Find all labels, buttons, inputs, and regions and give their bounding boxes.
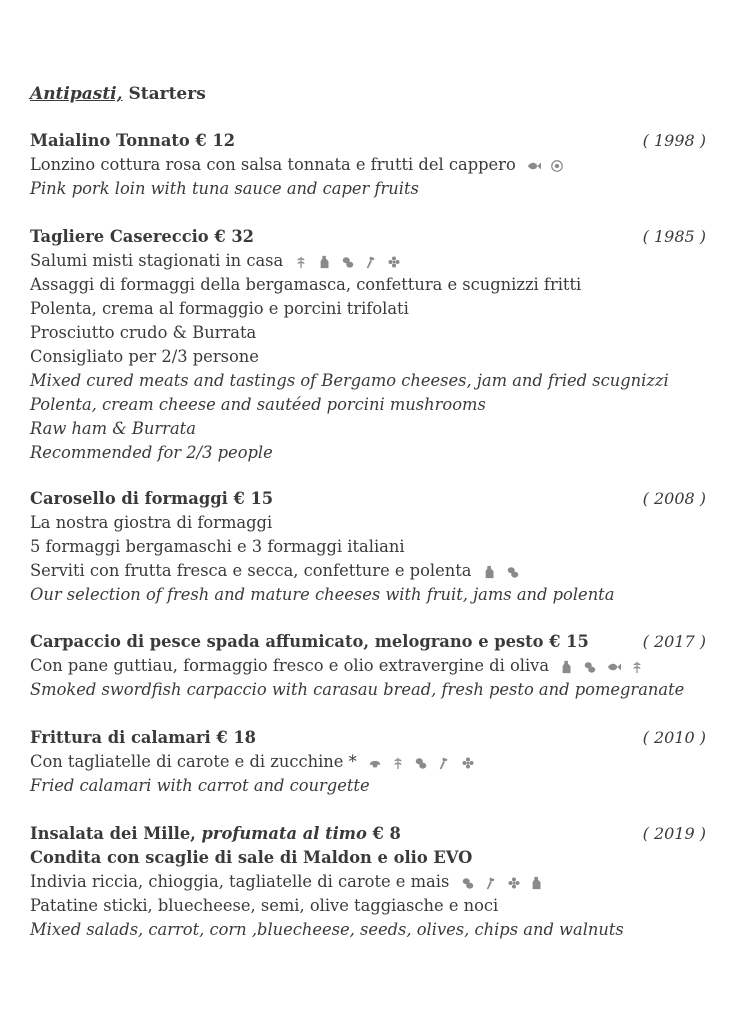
item-description-it: Indivia riccia, chioggia, tagliatelle di carote e mais xyxy=(30,872,450,891)
allergen-icons xyxy=(366,751,477,775)
celery-icon xyxy=(437,756,451,770)
menu-item-tagliere-casereccio xyxy=(30,225,706,465)
item-name: Frittura di calamari € 18 xyxy=(30,728,257,747)
item-description-en: Mixed salads, carrot, corn ,bluecheese, seeds, olives, chips and walnuts xyxy=(30,920,624,939)
item-price: € 8 xyxy=(366,824,401,843)
nuts-icon xyxy=(341,255,355,269)
item-year: ( 2010 ) xyxy=(642,728,706,747)
item-description-en: Recommended for 2/3 people xyxy=(30,443,273,462)
fish-icon xyxy=(607,660,621,674)
mustard-icon xyxy=(461,756,475,770)
fish-icon xyxy=(527,159,541,173)
section-title-english: Starters xyxy=(122,84,206,104)
allergen-icons xyxy=(558,655,646,679)
item-name: Insalata dei Mille, xyxy=(30,824,202,843)
item-description-it: Con pane guttiau, formaggio fresco e olio extravergine di oliva xyxy=(30,656,550,675)
item-description-en: Raw ham & Burrata xyxy=(30,419,196,438)
mustard-icon xyxy=(507,876,521,890)
milk-icon xyxy=(560,660,574,674)
item-description-it: Lonzino cottura rosa con salsa tonnata e frutti del cappero xyxy=(30,155,516,174)
item-description-it: 5 formaggi bergamaschi e 3 formaggi italiani xyxy=(30,537,405,556)
nuts-icon xyxy=(583,660,597,674)
item-year: ( 2017 ) xyxy=(642,632,706,651)
menu-item-carosello-formaggi xyxy=(30,487,706,607)
item-name: Carpaccio di pesce spada affumicato, melograno e pesto € 15 xyxy=(30,632,589,651)
item-year: ( 1985 ) xyxy=(642,227,706,246)
item-description-it: Serviti con frutta fresca e secca, confetture e polenta xyxy=(30,561,472,580)
item-name: Tagliere Casereccio € 32 xyxy=(30,227,254,246)
milk-icon xyxy=(530,876,544,890)
mollusc-icon xyxy=(368,756,382,770)
menu-item-insalata-dei-mille xyxy=(30,822,706,942)
menu-item-maialino-tonnato xyxy=(30,129,706,201)
item-description-it: Salumi misti stagionati in casa xyxy=(30,251,284,270)
item-name: Carosello di formaggi € 15 xyxy=(30,489,274,508)
item-subtitle: Condita con scaglie di sale di Maldon e olio EVO xyxy=(30,848,473,867)
item-description-en: Pink pork loin with tuna sauce and caper fruits xyxy=(30,179,419,198)
nuts-icon xyxy=(414,756,428,770)
item-description-en: Our selection of fresh and mature cheeses with fruit, jams and polenta xyxy=(30,585,615,604)
nuts-icon xyxy=(461,876,475,890)
item-description-en: Fried calamari with carrot and courgette xyxy=(30,776,370,795)
milk-icon xyxy=(318,255,332,269)
item-description-it: Assaggi di formaggi della bergamasca, confettura e scugnizzi fritti xyxy=(30,275,582,294)
item-description-it: Patatine sticki, bluecheese, semi, olive taggiasche e noci xyxy=(30,896,499,915)
menu-item-frittura-calamari xyxy=(30,726,706,798)
item-description-it: Prosciutto crudo & Burrata xyxy=(30,323,257,342)
allergen-icons xyxy=(459,871,547,895)
celery-icon xyxy=(484,876,498,890)
item-description-en: Polenta, cream cheese and sautéed porcini mushrooms xyxy=(30,395,486,414)
mustard-icon xyxy=(387,255,401,269)
allergen-icons xyxy=(481,560,522,584)
item-description-it: Con tagliatelle di carote e di zucchine * xyxy=(30,752,357,771)
item-year: ( 2008 ) xyxy=(642,489,706,508)
allergen-icons xyxy=(525,154,566,178)
section-heading xyxy=(30,84,206,104)
gluten-icon xyxy=(294,255,308,269)
item-description-it: La nostra giostra di formaggi xyxy=(30,513,273,532)
item-name: Maialino Tonnato € 12 xyxy=(30,131,236,150)
item-description-en: Smoked swordfish carpaccio with carasau bread, fresh pesto and pomegranate xyxy=(30,680,685,699)
allergen-icons xyxy=(292,250,403,274)
gluten-icon xyxy=(630,660,644,674)
item-year: ( 2019 ) xyxy=(642,824,706,843)
item-description-it: Consigliato per 2/3 persone xyxy=(30,347,259,366)
item-description-en: Mixed cured meats and tastings of Bergamo cheeses, jam and fried scugnizzi xyxy=(30,371,669,390)
section-title-italian: Antipasti, xyxy=(30,84,123,104)
menu-item-carpaccio-pesce-spada xyxy=(30,630,706,702)
item-year: ( 1998 ) xyxy=(642,131,706,150)
nuts-icon xyxy=(506,565,520,579)
egg-icon xyxy=(550,159,564,173)
item-description-it: Polenta, crema al formaggio e porcini trifolati xyxy=(30,299,409,318)
milk-icon xyxy=(483,565,497,579)
gluten-icon xyxy=(391,756,405,770)
item-name-italic: profumata al timo xyxy=(201,824,367,843)
celery-icon xyxy=(364,255,378,269)
